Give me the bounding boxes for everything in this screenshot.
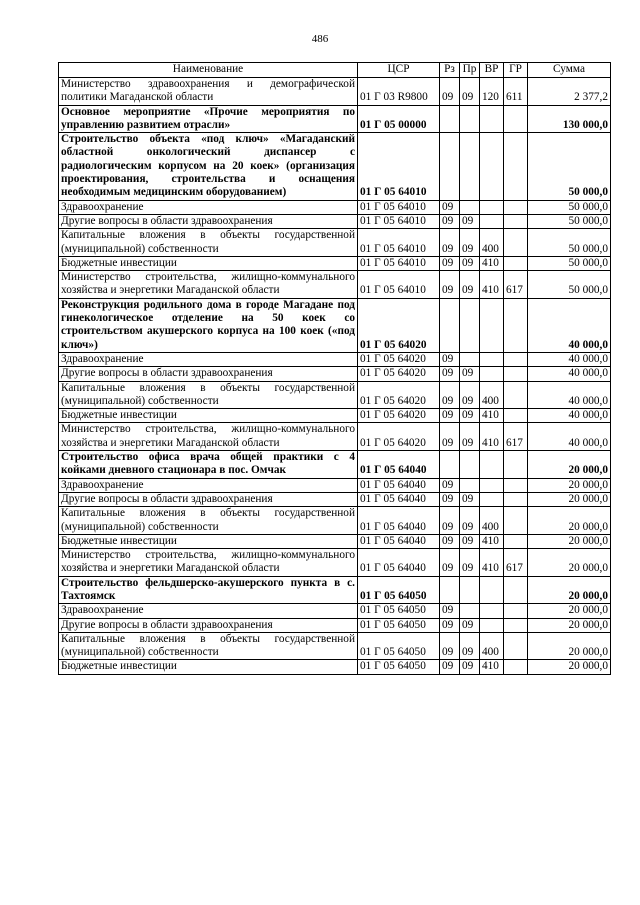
cell-name: Министерство строительства, жилищно-коммунального хозяйства и энергетики Магаданской области [59,423,358,451]
table-row [59,576,611,604]
cell-sum: 40 000,0 [528,381,611,409]
cell-sum: 50 000,0 [528,229,611,257]
cell-rz: 09 [440,271,460,299]
cell-gr [504,256,528,270]
cell-vr [480,451,504,479]
cell-rz: 09 [440,214,460,228]
cell-csr: 01 Г 05 64020 [358,423,440,451]
cell-pr [460,105,480,133]
table-row [59,78,611,106]
cell-sum: 20 000,0 [528,492,611,506]
cell-name: Другие вопросы в области здравоохранения [59,367,358,381]
cell-csr: 01 Г 05 64050 [358,604,440,618]
cell-vr: 410 [480,549,504,577]
cell-pr: 09 [460,381,480,409]
cell-name: Другие вопросы в области здравоохранения [59,214,358,228]
cell-sum: 20 000,0 [528,618,611,632]
cell-csr: 01 Г 05 64010 [358,271,440,299]
cell-sum: 40 000,0 [528,423,611,451]
cell-name: Реконструкция родильного дома в городе Магадане под гинекологическое отделение на 50 коек со строительством акушерского корпуса на 100 коек («под ключ») [59,298,358,352]
cell-rz [440,105,460,133]
cell-vr: 400 [480,381,504,409]
cell-rz [440,298,460,352]
cell-gr [504,133,528,200]
table-row [59,352,611,366]
cell-name: Министерство строительства, жилищно-коммунального хозяйства и энергетики Магаданской области [59,271,358,299]
cell-sum: 20 000,0 [528,632,611,660]
header-rz: Рз [440,63,460,78]
table-row [59,604,611,618]
cell-gr [504,492,528,506]
cell-vr [480,576,504,604]
table-row [59,229,611,257]
page-number: 486 [311,33,329,45]
table-row [59,200,611,214]
cell-pr: 09 [460,271,480,299]
cell-csr: 01 Г 05 64020 [358,409,440,423]
cell-pr [460,298,480,352]
header-vr: ВР [480,63,504,78]
cell-pr: 09 [460,229,480,257]
cell-sum: 20 000,0 [528,478,611,492]
cell-gr [504,200,528,214]
cell-gr [504,618,528,632]
cell-rz: 09 [440,256,460,270]
budget-table [58,62,611,675]
cell-rz: 09 [440,632,460,660]
cell-name: Капитальные вложения в объекты государственной (муниципальной) собственности [59,632,358,660]
cell-csr: 01 Г 05 64020 [358,367,440,381]
cell-name: Капитальные вложения в объекты государственной (муниципальной) собственности [59,381,358,409]
cell-csr: 01 Г 05 64020 [358,298,440,352]
cell-vr: 120 [480,78,504,106]
cell-gr [504,352,528,366]
header-gr: ГР [504,63,528,78]
cell-csr: 01 Г 05 64020 [358,352,440,366]
cell-csr: 01 Г 05 64020 [358,381,440,409]
cell-vr [480,367,504,381]
cell-sum: 40 000,0 [528,367,611,381]
cell-vr: 410 [480,271,504,299]
cell-rz [440,451,460,479]
cell-vr [480,105,504,133]
header-pr: Пр [460,63,480,78]
cell-vr [480,604,504,618]
cell-csr: 01 Г 05 64010 [358,214,440,228]
cell-sum: 20 000,0 [528,604,611,618]
cell-vr [480,133,504,200]
cell-name: Бюджетные инвестиции [59,409,358,423]
cell-csr: 01 Г 05 64050 [358,618,440,632]
cell-sum: 50 000,0 [528,200,611,214]
cell-pr [460,478,480,492]
cell-rz: 09 [440,352,460,366]
cell-sum: 50 000,0 [528,256,611,270]
cell-gr: 617 [504,423,528,451]
cell-name: Бюджетные инвестиции [59,534,358,548]
cell-name: Бюджетные инвестиции [59,256,358,270]
cell-sum: 50 000,0 [528,271,611,299]
cell-csr: 01 Г 05 64010 [358,229,440,257]
table-row [59,381,611,409]
cell-pr: 09 [460,632,480,660]
cell-pr: 09 [460,492,480,506]
table-row [59,534,611,548]
cell-rz: 09 [440,381,460,409]
cell-name: Здравоохранение [59,352,358,366]
cell-vr [480,492,504,506]
cell-gr: 611 [504,78,528,106]
cell-pr: 09 [460,256,480,270]
cell-gr [504,451,528,479]
cell-sum: 20 000,0 [528,549,611,577]
header-name: Наименование [59,63,358,78]
cell-pr: 09 [460,214,480,228]
table-row [59,478,611,492]
cell-name: Здравоохранение [59,478,358,492]
cell-gr [504,409,528,423]
cell-rz [440,576,460,604]
cell-csr: 01 Г 05 64040 [358,507,440,535]
table-row [59,618,611,632]
cell-pr [460,451,480,479]
cell-sum: 130 000,0 [528,105,611,133]
cell-csr: 01 Г 03 R9800 [358,78,440,106]
cell-pr: 09 [460,549,480,577]
cell-name: Строительство фельдшерско-акушерского пункта в с. Тахтоямск [59,576,358,604]
cell-sum: 20 000,0 [528,660,611,674]
cell-vr: 400 [480,507,504,535]
cell-name: Бюджетные инвестиции [59,660,358,674]
table-row [59,367,611,381]
table-row [59,271,611,299]
cell-vr: 410 [480,423,504,451]
cell-name: Здравоохранение [59,200,358,214]
cell-pr: 09 [460,618,480,632]
table-row [59,423,611,451]
cell-name: Строительство офиса врача общей практики с 4 койками дневного стационара в пос. Омчак [59,451,358,479]
cell-pr [460,604,480,618]
cell-vr [480,352,504,366]
cell-gr [504,507,528,535]
table-row [59,507,611,535]
cell-vr [480,214,504,228]
table-row [59,105,611,133]
cell-name: Другие вопросы в области здравоохранения [59,492,358,506]
cell-rz: 09 [440,409,460,423]
cell-csr: 01 Г 05 64040 [358,549,440,577]
table-row [59,214,611,228]
table-row [59,632,611,660]
cell-pr: 09 [460,423,480,451]
cell-sum: 20 000,0 [528,534,611,548]
cell-gr: 617 [504,549,528,577]
cell-vr: 400 [480,229,504,257]
cell-name: Другие вопросы в области здравоохранения [59,618,358,632]
cell-rz: 09 [440,534,460,548]
cell-gr [504,381,528,409]
header-csr: ЦСР [358,63,440,78]
cell-pr: 09 [460,78,480,106]
cell-name: Капитальные вложения в объекты государственной (муниципальной) собственности [59,507,358,535]
cell-csr: 01 Г 05 64010 [358,256,440,270]
table-row [59,256,611,270]
cell-rz: 09 [440,507,460,535]
cell-csr: 01 Г 05 64040 [358,534,440,548]
cell-name: Здравоохранение [59,604,358,618]
cell-rz: 09 [440,618,460,632]
cell-gr [504,604,528,618]
cell-name: Министерство строительства, жилищно-коммунального хозяйства и энергетики Магаданской области [59,549,358,577]
cell-gr [504,534,528,548]
cell-pr: 09 [460,660,480,674]
cell-sum: 20 000,0 [528,576,611,604]
cell-sum: 40 000,0 [528,298,611,352]
cell-csr: 01 Г 05 64040 [358,478,440,492]
cell-vr: 410 [480,409,504,423]
cell-pr: 09 [460,534,480,548]
table-row [59,133,611,200]
cell-rz: 09 [440,423,460,451]
cell-pr [460,576,480,604]
cell-csr: 01 Г 05 64040 [358,492,440,506]
table-row [59,409,611,423]
cell-csr: 01 Г 05 64050 [358,576,440,604]
cell-pr: 09 [460,367,480,381]
cell-name: Капитальные вложения в объекты государственной (муниципальной) собственности [59,229,358,257]
cell-sum: 40 000,0 [528,409,611,423]
cell-rz: 09 [440,492,460,506]
cell-gr [504,632,528,660]
cell-pr [460,200,480,214]
cell-sum: 2 377,2 [528,78,611,106]
cell-vr [480,478,504,492]
cell-rz: 09 [440,478,460,492]
cell-vr: 410 [480,256,504,270]
cell-gr [504,478,528,492]
cell-sum: 20 000,0 [528,451,611,479]
header-sum: Сумма [528,63,611,78]
cell-gr [504,229,528,257]
cell-rz: 09 [440,604,460,618]
cell-sum: 50 000,0 [528,133,611,200]
cell-csr: 01 Г 05 64010 [358,133,440,200]
cell-vr [480,200,504,214]
cell-name: Строительство объекта «под ключ» «Магаданский областной онкологический диспансер с радиологическим корпусом на 20 коек» (организация проектирования, строительства и оснащения необходимым медицинским оборудованием) [59,133,358,200]
cell-sum: 50 000,0 [528,214,611,228]
cell-gr [504,214,528,228]
cell-csr: 01 Г 05 00000 [358,105,440,133]
cell-vr: 400 [480,632,504,660]
cell-csr: 01 Г 05 64040 [358,451,440,479]
cell-name: Министерство здравоохранения и демографической политики Магаданской области [59,78,358,106]
cell-name: Основное мероприятие «Прочие мероприятия по управлению развитием отрасли» [59,105,358,133]
cell-rz: 09 [440,200,460,214]
table-header-row [59,63,611,78]
cell-pr [460,352,480,366]
cell-csr: 01 Г 05 64050 [358,660,440,674]
table-row [59,492,611,506]
table-row [59,451,611,479]
table-row [59,660,611,674]
cell-vr [480,618,504,632]
table-row [59,549,611,577]
cell-pr: 09 [460,507,480,535]
cell-rz [440,133,460,200]
cell-csr: 01 Г 05 64010 [358,200,440,214]
cell-rz: 09 [440,660,460,674]
cell-rz: 09 [440,549,460,577]
cell-rz: 09 [440,229,460,257]
cell-gr [504,660,528,674]
cell-sum: 40 000,0 [528,352,611,366]
cell-vr: 410 [480,660,504,674]
cell-sum: 20 000,0 [528,507,611,535]
cell-gr [504,576,528,604]
cell-csr: 01 Г 05 64050 [358,632,440,660]
cell-pr [460,133,480,200]
cell-vr: 410 [480,534,504,548]
cell-gr: 617 [504,271,528,299]
cell-rz: 09 [440,78,460,106]
cell-gr [504,105,528,133]
cell-pr: 09 [460,409,480,423]
cell-rz: 09 [440,367,460,381]
cell-gr [504,298,528,352]
cell-gr [504,367,528,381]
table-body [59,78,611,675]
cell-vr [480,298,504,352]
table-row [59,298,611,352]
